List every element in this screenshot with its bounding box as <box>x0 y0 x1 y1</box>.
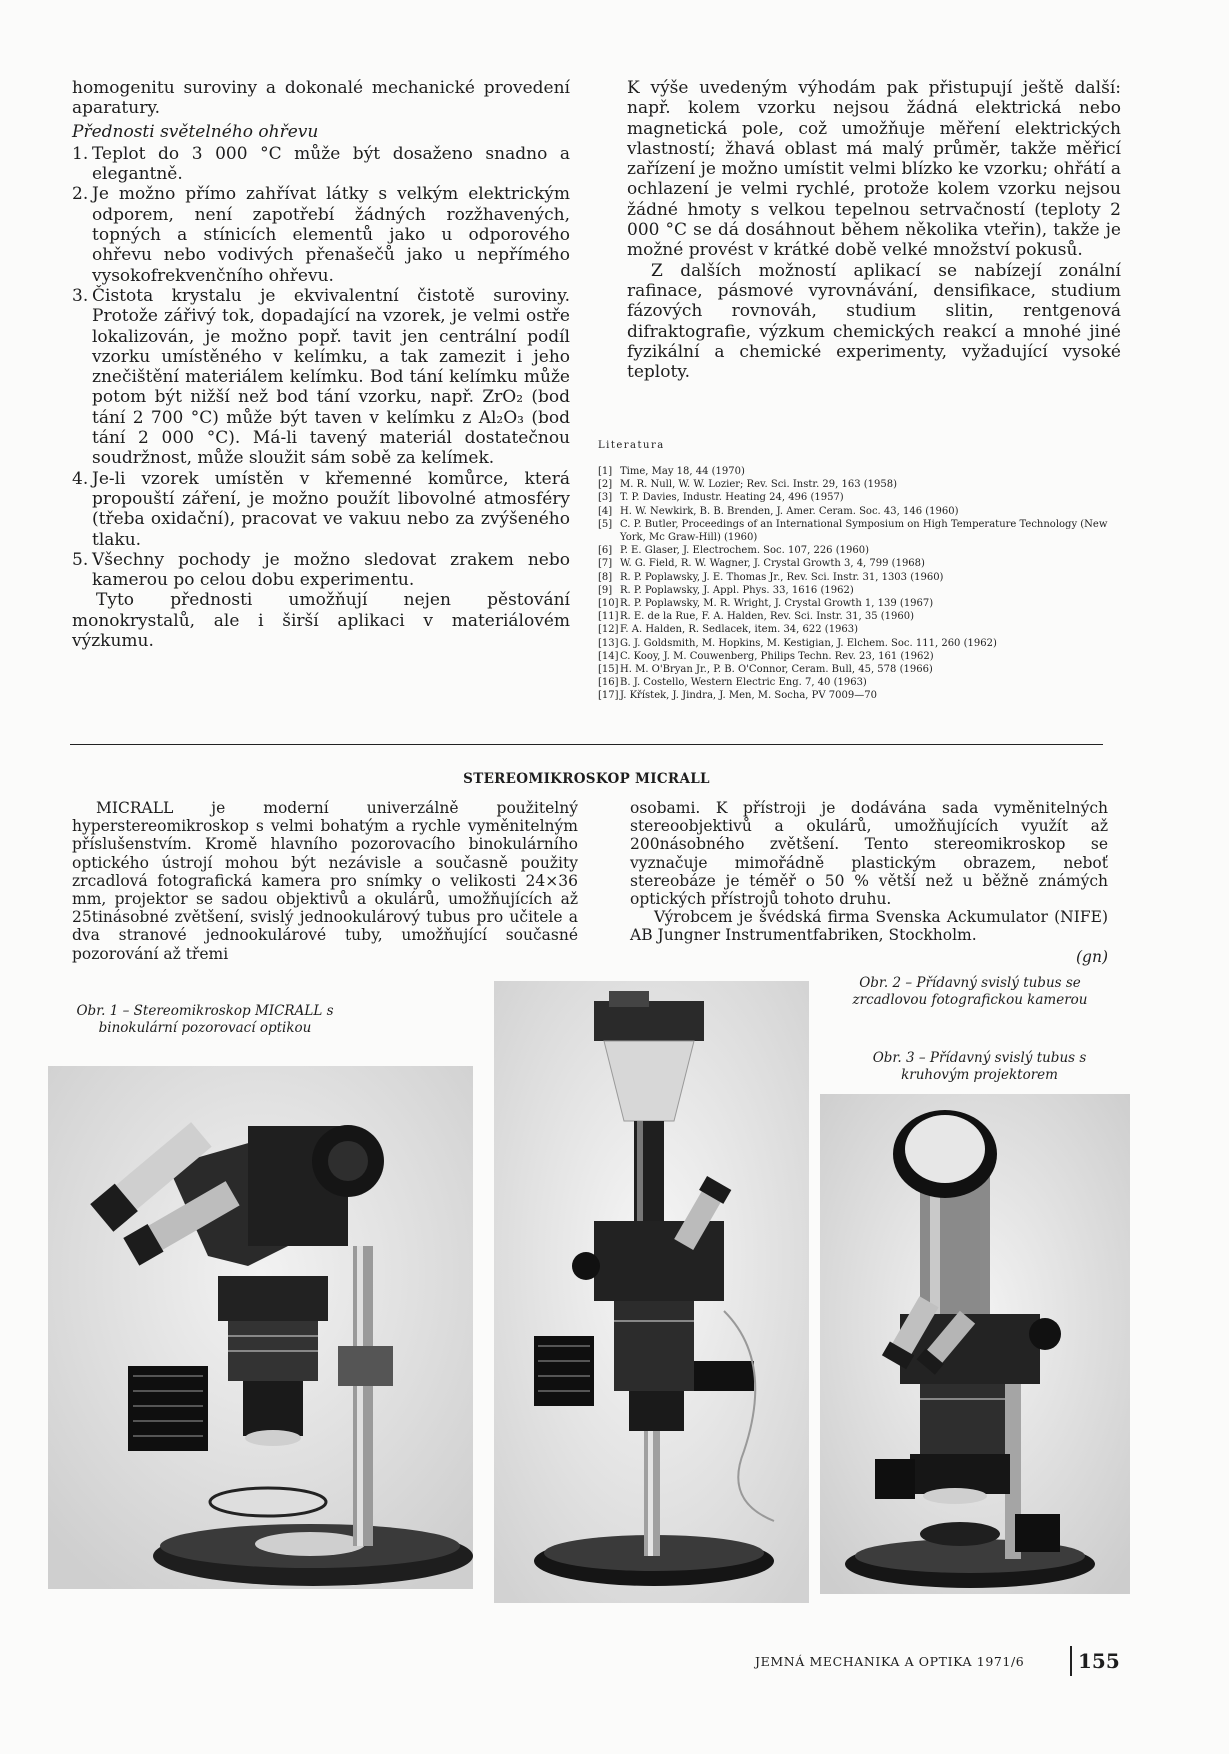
reference-text: R. P. Poplawsky, M. R. Wright, J. Crystal Growth 1, 139 (1967) <box>620 598 934 610</box>
microscope-projector-illustration <box>820 1094 1130 1594</box>
reference-number: [15] <box>598 664 619 676</box>
list-text: Je-li vzorek umístěn v křemenné komůrce, která propouští záření, je možno použít libovolné atmosféry (třeba oxidační), pracovat ve vakuu nebo za zvýšeného tlaku. <box>92 468 570 550</box>
reference-item <box>598 689 1123 702</box>
reference-text: Time, May 18, 44 (1970) <box>620 466 745 477</box>
reference-number: [13] <box>598 637 619 649</box>
reference-item <box>598 505 1123 518</box>
reference-text: C. P. Butler, Proceedings of an International Symposium on High Temperature Technology (New York, Mc Graw-Hill) (1960) <box>620 518 1108 544</box>
page-number: 155 <box>1078 1649 1120 1673</box>
reference-item <box>598 518 1123 544</box>
left-column <box>72 78 570 651</box>
reference-number: [6] <box>598 545 613 557</box>
reference-number: [9] <box>598 584 613 596</box>
reference-text: R. P. Poplawsky, J. Appl. Phys. 33, 1616 (1962) <box>620 584 854 596</box>
reference-text: G. J. Goldsmith, M. Hopkins, M. Kestigian, J. Elchem. Soc. 111, 260 (1962) <box>620 637 997 649</box>
section-divider <box>70 744 1103 745</box>
list-item <box>72 550 570 591</box>
list-item <box>72 144 570 185</box>
reference-item <box>598 663 1123 676</box>
section-heading: Přednosti světelného ohřevu <box>72 121 319 142</box>
reference-text: P. E. Glaser, J. Electrochem. Soc. 107, 226 (1960) <box>620 545 869 557</box>
figure-photo-1 <box>48 1066 473 1589</box>
intro-text: homogenitu suroviny a dokonalé mechanické provedení aparatury. <box>72 78 570 119</box>
reference-item <box>598 584 1123 597</box>
journal-footer: JEMNÁ MECHANIKA A OPTIKA 1971/6 <box>755 1654 1025 1669</box>
reference-item <box>598 557 1123 570</box>
article-manufacturer: Výrobcem je švédská firma Svenska Ackumulator (NIFE) AB Jungner Instrumentfabriken, Stockholm. <box>630 908 1108 945</box>
reference-item <box>598 571 1123 584</box>
reference-text: J. Křístek, J. Jindra, J. Men, M. Socha, PV 7009—70 <box>620 690 877 702</box>
reference-number: [1] <box>598 466 613 477</box>
reference-number: [4] <box>598 505 613 517</box>
figure-caption-3: Obr. 3 – Přídavný svislý tubus s kruhovým projektorem <box>872 1050 1087 1083</box>
microscope-camera-illustration <box>494 981 809 1603</box>
reference-item <box>598 544 1123 557</box>
article-text-right: osobami. K přístroji je dodávána sada vyměnitelných stereoobjektivů a okulárů, umožňujících využít až 200násobného zvětšení. Tento stereomikroskop se vyznačuje mimořádně plastickým obrazem, neboť stereobáze je téměř o 50 % větší než u běžně známých optických přístrojů tohoto druhu. <box>630 799 1108 909</box>
article-signature: (gn) <box>1076 947 1108 966</box>
right-paragraph-2: Z dalších možností aplikací se nabízejí zonální rafinace, pásmové vyrovnávání, densifikace, studium fázových rovnováh, studium slitin, rentgenová difraktografie, výzkum chemických reakcí a mnohé jiné fyzikální a chemické experimenty, vyžadující vysoké teploty. <box>627 260 1121 383</box>
list-text: Je možno přímo zahřívat látky s velkým elektrickým odporem, není zapotřebí žádných rozžhavených, topných a stínicích elementů jako u odporového ohřevu nebo vodivých přenašečů jako u nepřímého vysokofrekvenčního ohřevu. <box>92 184 570 286</box>
figure-photo-3 <box>820 1094 1130 1594</box>
reference-number: [11] <box>598 611 619 623</box>
reference-text: F. A. Halden, R. Sedlacek, item. 34, 622 (1963) <box>620 624 859 636</box>
footer-separator <box>1070 1646 1072 1676</box>
list-number: 2. <box>72 184 89 205</box>
reference-item <box>598 676 1123 689</box>
reference-number: [16] <box>598 677 619 689</box>
list-item <box>72 184 570 285</box>
reference-number: [2] <box>598 479 613 491</box>
reference-number: [17] <box>598 690 619 702</box>
list-text: Čistota krystalu je ekvivalentní čistotě suroviny. Protože zářivý tok, dopadající na vzorek, je velmi ostře lokalizován, je možno popř. tavit jen centrální podíl vzorku umístěného v kelímku, a tak zamezit i jeho znečištění materiálem kelímku. Bod tání kelímku může potom být nižší než bod tání vzorku, např. ZrO₂ (bod tání 2 700 °C) může být taven v kelímku z Al₂O₃ (bod tání 2 000 °C). Má-li tavený materiál dostatečnou soudržnost, může sloužit sám sobě za kelímek. <box>92 285 570 469</box>
list-text: Teplot do 3 000 °C může být dosaženo snadno a elegantně. <box>92 143 570 185</box>
reference-item <box>598 478 1123 491</box>
list-number: 5. <box>72 549 89 570</box>
article-right-column <box>630 799 1108 966</box>
list-number: 1. <box>72 143 89 164</box>
reference-text: W. G. Field, R. W. Wagner, J. Crystal Growth 3, 4, 799 (1968) <box>620 558 925 570</box>
figure-photo-2 <box>494 981 809 1603</box>
reference-text: B. J. Costello, Western Electric Eng. 7, 40 (1963) <box>620 677 867 689</box>
reference-text: C. Kooy, J. M. Couwenberg, Philips Techn. Rev. 23, 161 (1962) <box>620 650 934 662</box>
list-number: 4. <box>72 468 89 489</box>
reference-text: T. P. Davies, Industr. Heating 24, 496 (1957) <box>620 492 844 504</box>
reference-text: H. M. O'Bryan Jr., P. B. O'Connor, Ceram. Bull, 45, 578 (1966) <box>620 664 933 676</box>
reference-text: H. W. Newkirk, B. B. Brenden, J. Amer. Ceram. Soc. 43, 146 (1960) <box>620 505 959 517</box>
reference-text: R. P. Poplawsky, J. E. Thomas Jr., Rev. Sci. Instr. 31, 1303 (1960) <box>620 571 944 583</box>
closing-text: Tyto přednosti umožňují nejen pěstování monokrystalů, ale i širší aplikaci v materiálovém výzkumu. <box>72 590 570 652</box>
reference-number: [12] <box>598 624 619 636</box>
article-text-left: MICRALL je moderní univerzálně použitelný hyperstereomikroskop s velmi bohatým a rychle vyměnitelným příslušenstvím. Kromě hlavního pozorovacího binokulárního optického ústrojí mohou být nezávisle a současně použity zrcadlová fotografická kamera pro snímky o velikosti 24×36 mm, projektor se sadou objektivů a okulárů, umožňujících až 25tinásobné zvětšení, svislý jednookulárový tubus pro učitele a dva stranové jednookulárové tuby, umožňující současné pozorování až třemi <box>72 799 578 963</box>
reference-text: M. R. Null, W. W. Lozier; Rev. Sci. Instr. 29, 163 (1958) <box>620 479 898 491</box>
article-left-column <box>72 799 578 963</box>
reference-number: [5] <box>598 518 613 530</box>
literature-heading: Literatura <box>598 440 665 451</box>
figure-caption-1: Obr. 1 – Stereomikroskop MICRALL s binokulární pozorovací optikou <box>76 1003 334 1036</box>
article-title: STEREOMIKROSKOP MICRALL <box>463 771 710 787</box>
reference-item <box>598 650 1123 663</box>
figure-caption-2: Obr. 2 – Přídavný svislý tubus se zrcadlovou fotografickou kamerou <box>852 975 1088 1008</box>
reference-item <box>598 465 1123 478</box>
reference-item <box>598 637 1123 650</box>
reference-text: R. E. de la Rue, F. A. Halden, Rev. Sci. Instr. 31, 35 (1960) <box>620 611 915 623</box>
reference-number: [7] <box>598 558 613 570</box>
reference-item <box>598 623 1123 636</box>
reference-number: [3] <box>598 492 613 504</box>
reference-item <box>598 491 1123 504</box>
list-item <box>72 469 570 550</box>
reference-number: [10] <box>598 598 619 610</box>
right-column <box>627 78 1121 382</box>
reference-number: [8] <box>598 571 613 583</box>
right-paragraph-1: K výše uvedeným výhodám pak přistupují ještě další: např. kolem vzorku nejsou žádná elektrická nebo magnetická pole, což umožňuje měření elektrických vlastností; žhavá oblast má malý průměr, takže měřicí zařízení je možno umístit velmi blízko ke vzorku; ohřátí a ochlazení je velmi rychlé, protože kolem vzorku nejsou žádné hmoty s velkou tepelnou setrvačností (teploty 2 000 °C se dá dosáhnout během několika vteřin), takže je možné provést v krátké době velké množství pokusů. <box>627 78 1121 261</box>
reference-number: [14] <box>598 650 619 662</box>
reference-list <box>598 465 1123 703</box>
list-text: Všechny pochody je možno sledovat zrakem nebo kamerou po celou dobu experimentu. <box>92 549 570 591</box>
reference-item <box>598 597 1123 610</box>
microscope-binocular-illustration <box>48 1066 473 1589</box>
reference-item <box>598 610 1123 623</box>
list-number: 3. <box>72 285 89 306</box>
list-item <box>72 286 570 469</box>
